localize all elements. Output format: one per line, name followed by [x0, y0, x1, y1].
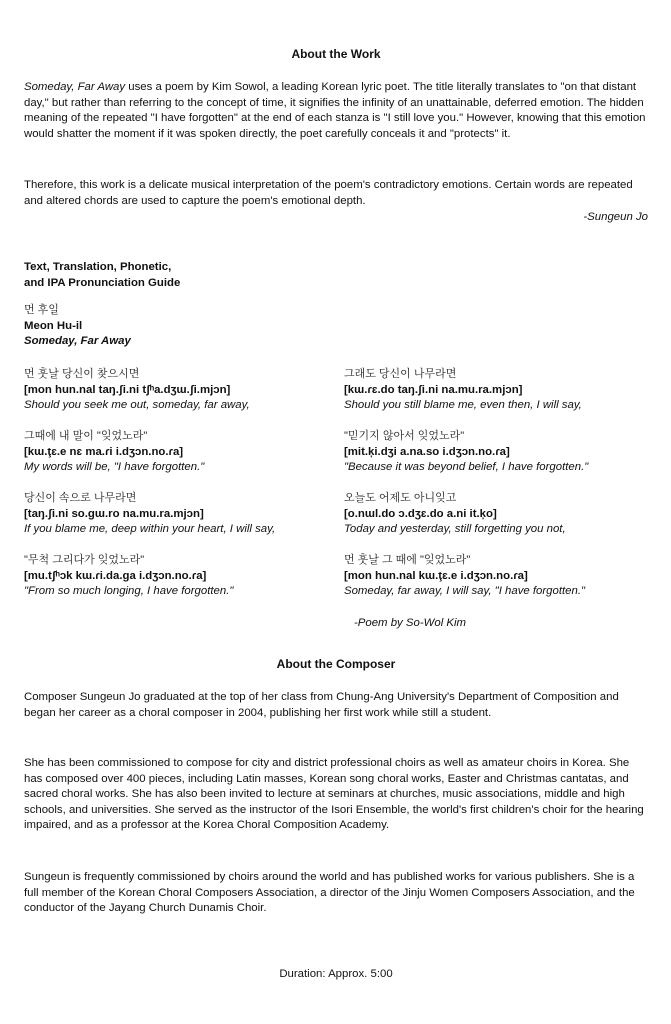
stanza-left-2	[24, 429, 204, 476]
stanza-ipa: [o.nɯl.do ɔ.dʒɛ.do a.ni it.ķo]	[344, 507, 497, 520]
poem-title-english: Someday, Far Away	[24, 335, 131, 347]
work-title-inline: Someday, Far Away	[24, 81, 126, 93]
stanza-korean: 그래도 당신이 나무라면	[344, 368, 457, 380]
about-work-paragraph-1-text: uses a poem by Kim Sowol, a leading Korean lyric poet. The title literally translates to "on that distant day," but rather than referring to the concept of time, it signifies the infinity of an unattainable, deferred emotion. The hidden meaning of the repeated "I have forgotten" at the end of each stanza is "I still love you." However, knowing that this emotion would shatter the moment if it was spoken directly, the poet carefully conceals it and "protects" it.	[24, 81, 646, 140]
stanza-ipa: [taŋ.ʃi.ni so.gɯ.ro na.mu.ra.mjɔn]	[24, 507, 204, 520]
stanza-ipa: [kɯ.ɾɛ.do taŋ.ʃi.ni na.mu.ra.mjɔn]	[344, 383, 523, 396]
about-work-paragraph-2: Therefore, this work is a delicate musical interpretation of the poem's contradictory emotions. Certain words are repeated and altered chords are used to capture the poem's emotional depth.	[24, 179, 633, 207]
about-composer-paragraph-3: Sungeun is frequently commissioned by choirs around the world and has published works for various publishers. She is a full member of the Korean Choral Composers Association, a director of the Jinju Women Composers Association, and the conductor of the Jayang Church Dunamis Choir.	[24, 871, 635, 914]
stanza-ipa: [mon hun.nal kɯ.ţɛ.e i.dʒɔn.no.ɾa]	[344, 569, 528, 582]
poem-credit: -Poem by So-Wol Kim	[354, 617, 467, 629]
stanza-left-1	[24, 367, 250, 414]
stanza-left-3	[24, 491, 275, 538]
stanza-ipa: [mu.tʃʰɔk kɯ.ɾi.da.ga i.dʒɔn.no.ɾa]	[24, 569, 207, 582]
text-guide-heading-line-2: and IPA Pronunciation Guide	[24, 276, 181, 289]
about-composer-paragraph-1: Composer Sungeun Jo graduated at the top of her class from Chung-Ang University's Department of Composition and began her career as a choral composer in 2004, publishing her first work while still a student.	[24, 691, 619, 719]
text-guide-heading	[24, 260, 180, 291]
stanza-translation: "Because it was beyond belief, I have forgotten."	[344, 461, 589, 473]
stanza-translation: Should you seek me out, someday, far away,	[24, 399, 250, 411]
stanza-korean: 그때에 내 말이 "잊었노라"	[24, 430, 148, 442]
text-guide-heading-line-1: Text, Translation, Phonetic,	[24, 261, 172, 273]
composer-signature: -Sungeun Jo	[583, 211, 648, 223]
duration-text: Duration: Approx. 5:00	[279, 968, 393, 980]
stanza-translation: Should you still blame me, even then, I will say,	[344, 399, 582, 411]
stanza-left-4	[24, 553, 233, 600]
poem-title-block	[24, 303, 131, 350]
about-composer-paragraph-2: She has been commissioned to compose for city and district professional choirs as well as amateur choirs in Korea. She has composed over 400 pieces, including Latin masses, Korean song choral works, Easter and Christmas cantatas, and sacred choral works. She has also been invited to lecture at seminars at churches, music associations, middle and high schools, and universities. She served as the instructor of the Isori Ensemble, the world's first children's choir for the hearing impaired, and as a professor at the Korea Choral Composition Academy.	[24, 757, 644, 831]
stanza-korean: 먼 훗날 그 때에 "잊었노라"	[344, 554, 471, 566]
stanza-translation: If you blame me, deep within your heart, I will say,	[24, 523, 276, 535]
about-composer-heading: About the Composer	[276, 657, 396, 671]
stanza-translation: My words will be, "I have forgotten."	[24, 461, 205, 473]
stanza-right-3	[344, 491, 566, 538]
about-work-paragraph-1	[24, 80, 648, 142]
stanza-korean: 먼 훗날 당신이 찾으시면	[24, 368, 140, 380]
stanza-translation: Someday, far away, I will say, "I have forgotten."	[344, 585, 586, 597]
stanza-right-2	[344, 429, 588, 476]
stanza-translation: Today and yesterday, still forgetting you not,	[344, 523, 566, 535]
stanza-translation: "From so much longing, I have forgotten."	[24, 585, 234, 597]
poem-title-korean: 먼 후일	[24, 304, 59, 316]
stanza-ipa: [mon hun.nal taŋ.ʃi.ni tʃʰa.dʒɯ.ʃi.mjɔn]	[24, 383, 231, 396]
stanza-ipa: [mit.ķi.dʒi a.na.so i.dʒɔn.no.ɾa]	[344, 445, 510, 458]
stanza-korean: "무척 그리다가 잊었노라"	[24, 554, 145, 566]
stanza-korean: 당신이 속으로 나무라면	[24, 492, 137, 504]
stanza-korean: "믿기지 않아서 잊었노라"	[344, 430, 465, 442]
about-work-heading: About the Work	[291, 47, 381, 61]
poem-title-romanized: Meon Hu-il	[24, 319, 83, 332]
stanza-right-4	[344, 553, 585, 600]
stanza-right-1	[344, 367, 582, 414]
stanza-korean: 오늘도 어제도 아니잊고	[344, 492, 457, 504]
stanza-ipa: [kɯ.ţɛ.e nɛ ma.ɾi i.dʒɔn.no.ɾa]	[24, 445, 184, 458]
